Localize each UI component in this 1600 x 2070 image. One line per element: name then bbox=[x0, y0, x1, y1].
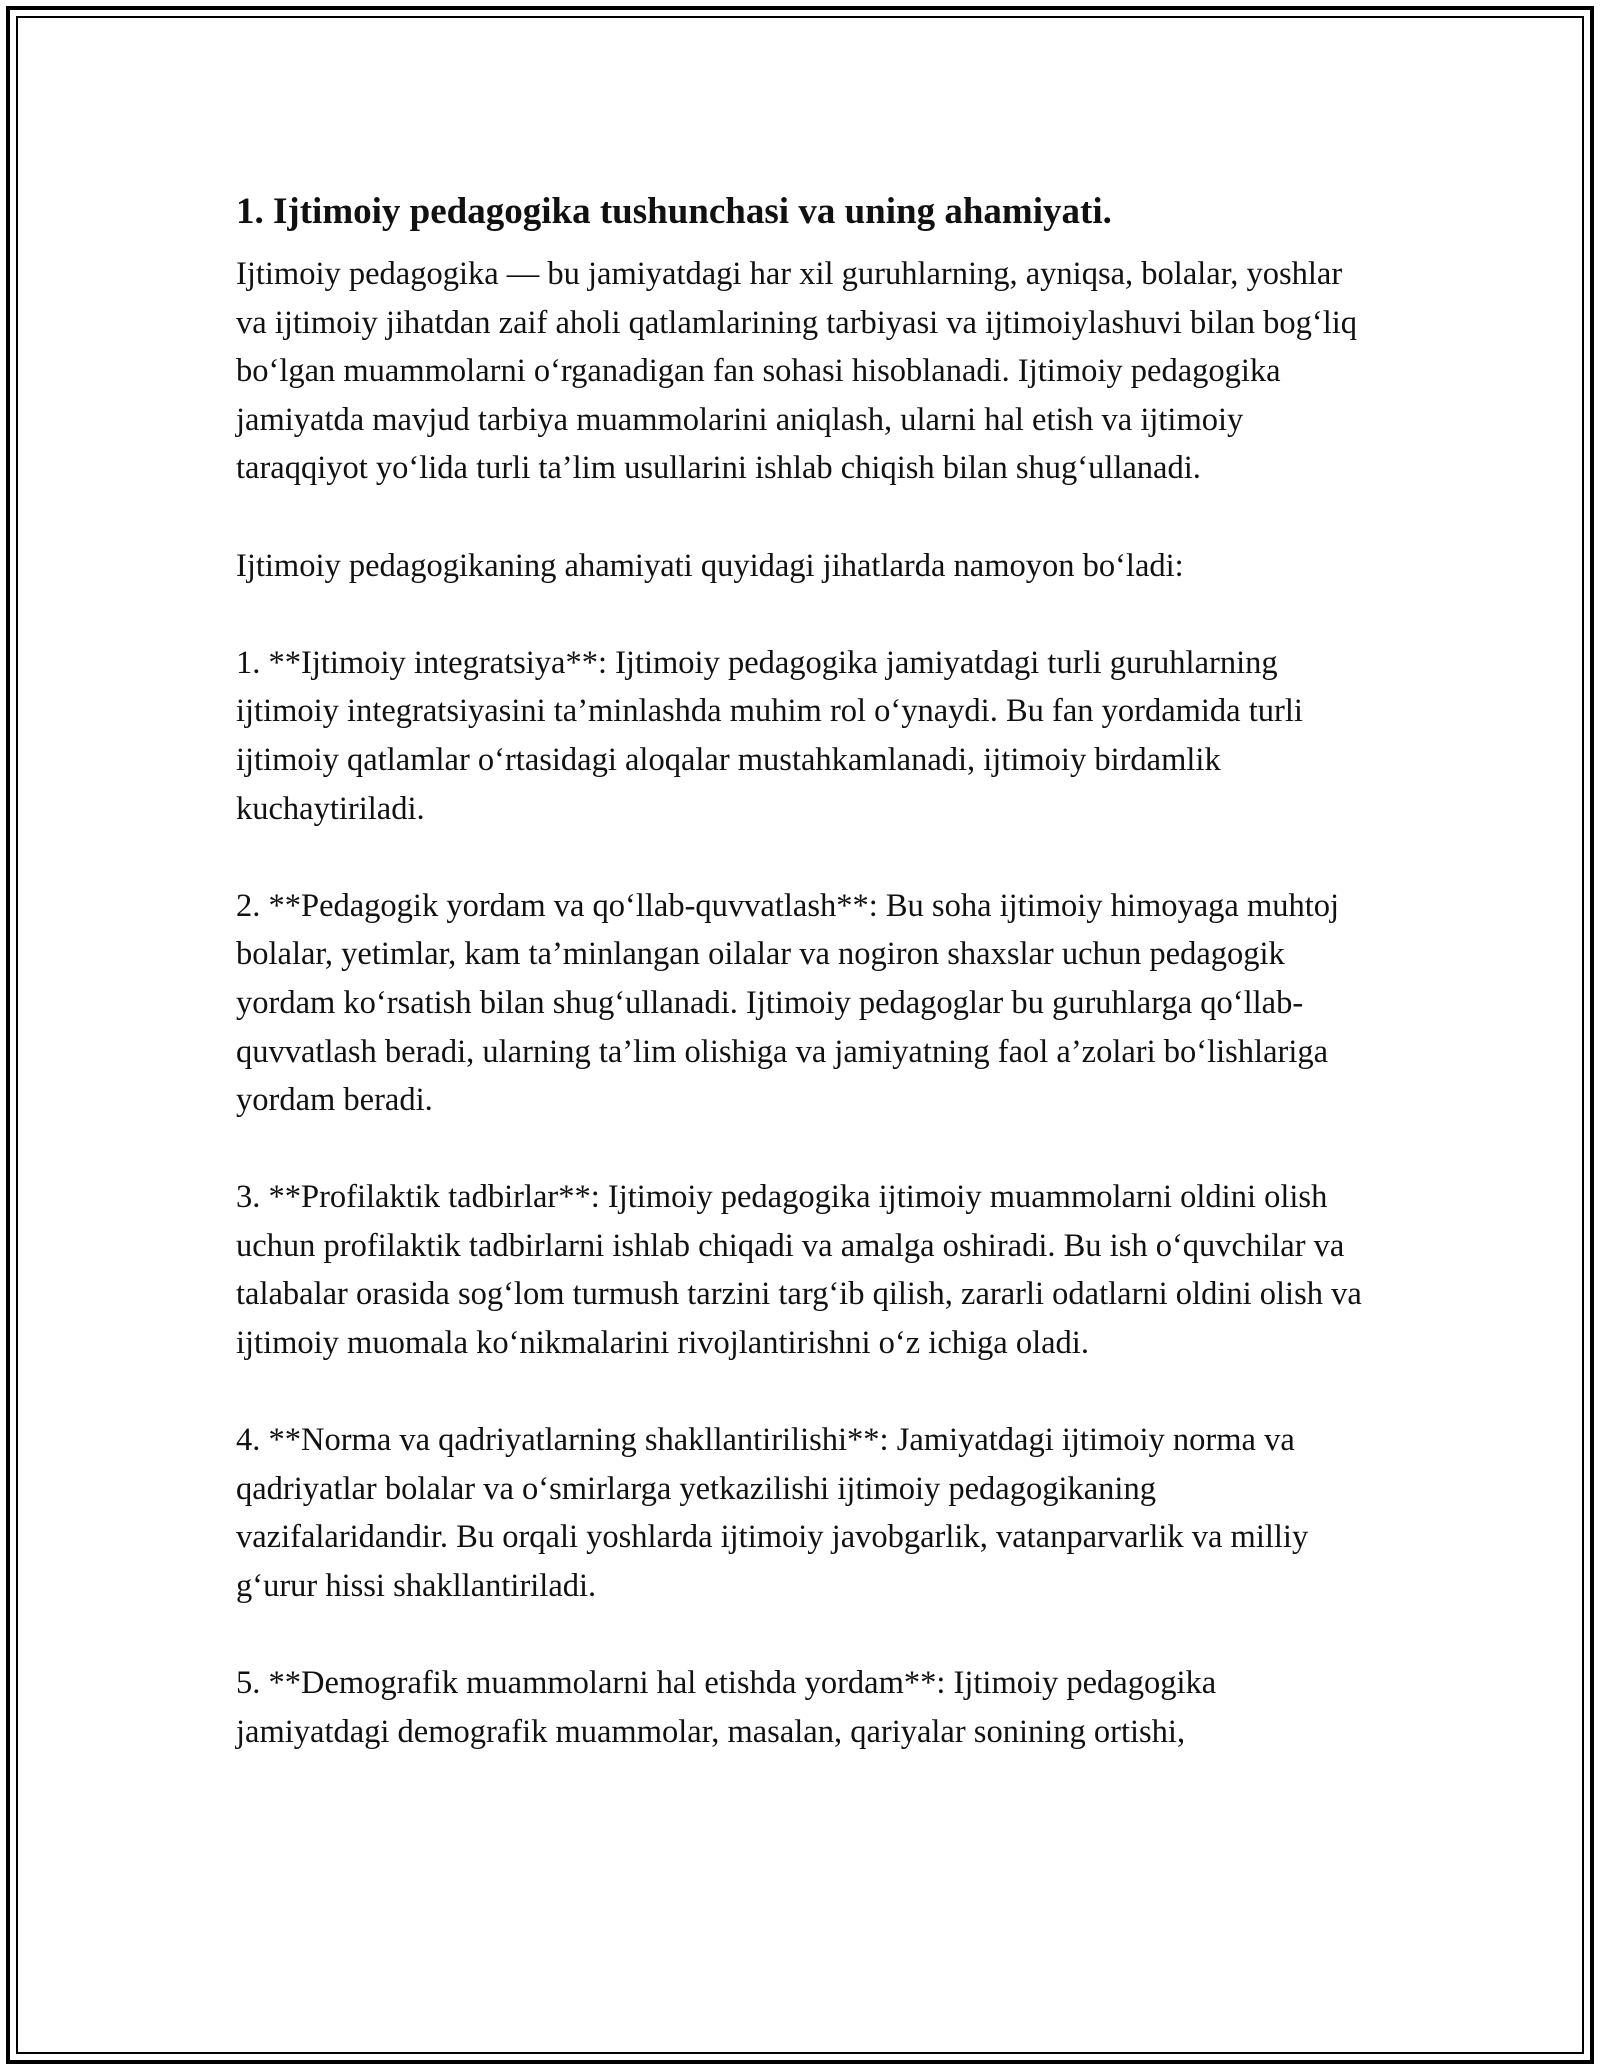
list-item-norms-values: 4. **Norma va qadriyatlarning shakllantirilishi**: Jamiyatdagi ijtimoiy norma va qadriyatlar bolalar va o‘smirlarga yetkazilishi ijtimoiy pedagogikaning vazifalaridandir. Bu orqali yoshlarda ijtimoiy javobgarlik, vatanparvarlik va milliy g‘urur hissi shakllantiriladi. bbox=[236, 1422, 1309, 1605]
list-item-pedagogical-support: 2. **Pedagogik yordam va qo‘llab-quvvatlash**: Bu soha ijtimoiy himoyaga muhtoj bolalar, yetimlar, kam ta’minlangan oilalar va nogiron shaxslar uchun pedagogik yordam ko‘rsatish bilan shug‘ullanadi. Ijtimoiy pedagoglar bu guruhlarga qo‘llab-quvvatlash beradi, ularning ta’lim olishiga va jamiyatning faol a’zolari bo‘lishlariga yordam beradi. bbox=[236, 887, 1340, 1119]
document-title: 1. Ijtimoiy pedagogika tushunchasi va uning ahamiyati. bbox=[236, 191, 1112, 232]
list-item-preventive-measures: 3. **Profilaktik tadbirlar**: Ijtimoiy pedagogika ijtimoiy muammolarni oldini olish uchun profilaktik tadbirlarni ishlab chiqadi va amalga oshiradi. Bu ish o‘quvchilar va talabalar orasida sog‘lom turmush tarzini targ‘ib qilish, zararli odatlarni oldini olish va ijtimoiy muomala ko‘nikmalarini rivojlantirishni o‘z ichiga oladi. bbox=[236, 1179, 1362, 1362]
paragraph-importance-lead: Ijtimoiy pedagogikaning ahamiyati quyidagi jihatlarda namoyon bo‘ladi: bbox=[236, 547, 1184, 584]
list-item-social-integration: 1. **Ijtimoiy integratsiya**: Ijtimoiy pedagogika jamiyatdagi turli guruhlarning ijtimoiy integratsiyasini ta’minlashda muhim rol o‘ynaydi. Bu fan yordamida turli ijtimoiy qatlamlar o‘rtasidagi aloqalar mustahkamlanadi, ijtimoiy birdamlik kuchaytiriladi. bbox=[236, 644, 1303, 827]
list-item-demographic-problems: 5. **Demografik muammolarni hal etishda yordam**: Ijtimoiy pedagogika jamiyatdagi demografik muammolar, masalan, qariyalar sonining ortishi, bbox=[236, 1665, 1217, 1750]
paragraph-intro: Ijtimoiy pedagogika — bu jamiyatdagi har xil guruhlarning, ayniqsa, bolalar, yoshlar va ijtimoiy jihatdan zaif aholi qatlamlarining tarbiyasi va ijtimoiylashuvi bilan bog‘liq bo‘lgan muammolarni o‘rganadigan fan sohasi hisoblanadi. Ijtimoiy pedagogika jamiyatda mavjud tarbiya muammolarini aniqlash, ularni hal etish va ijtimoiy taraqqiyot yo‘lida turli ta’lim usullarini ishlab chiqish bilan shug‘ullanadi. bbox=[236, 256, 1358, 487]
document-body bbox=[236, 188, 1376, 1756]
